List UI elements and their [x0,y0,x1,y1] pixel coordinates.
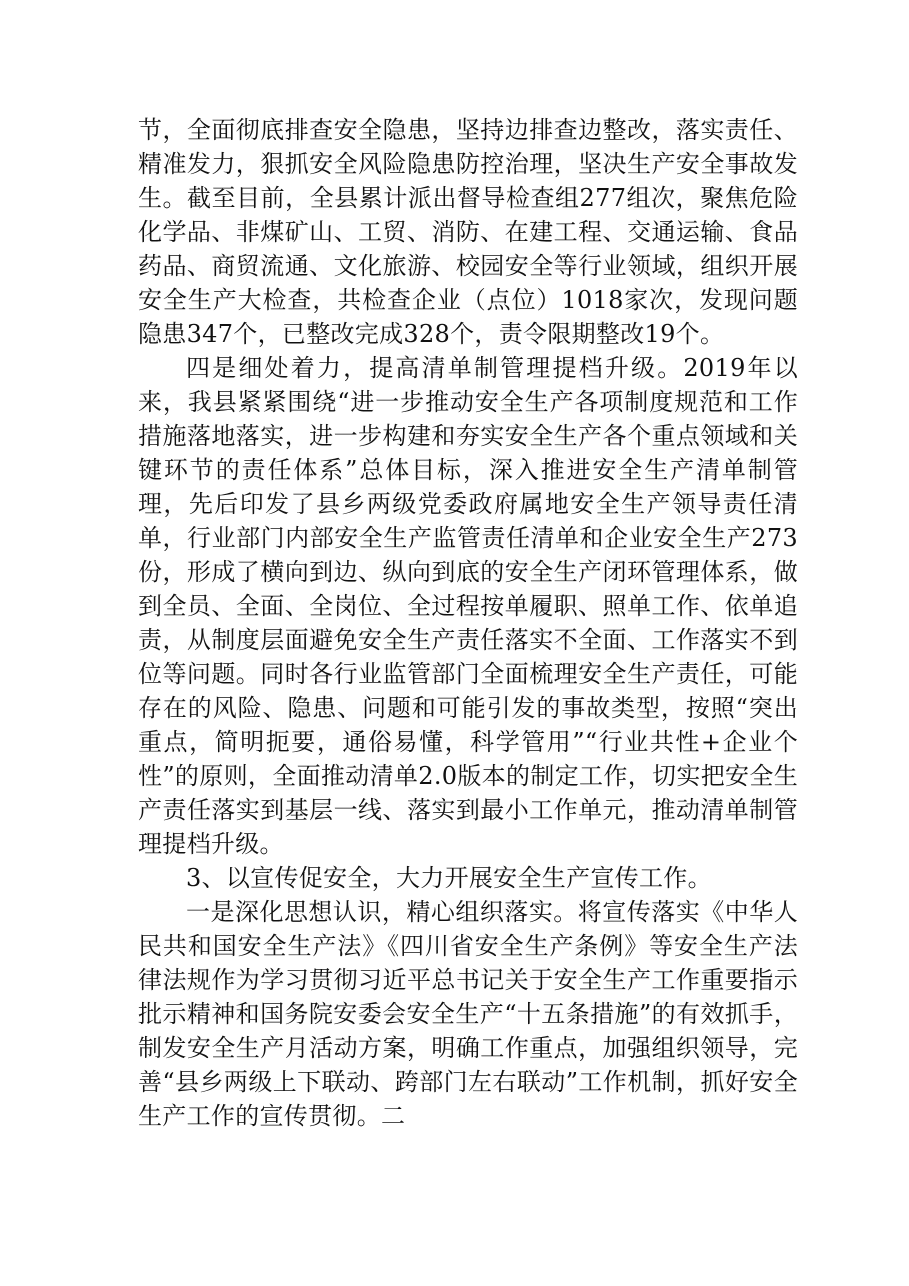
document-body [138,113,798,1133]
section-heading-safety-publicity: 3、以宣传促安全，大力开展安全生产宣传工作。 [186,864,712,892]
paragraph-checklist-management: 四是细处着力，提高清单制管理提档升级。2019年以来，我县紧紧围绕“进一步推动安全生产各项制度规范和工作措施落地落实，进一步构建和夯实安全生产各个重点领域和关键环节的责任体系”总体目标，深入推进安全生产清单制管理，先后印发了县乡两级党委政府属地安全生产领导责任清单，行业部门内部安全生产监管责任清单和企业安全生产273份，形成了横向到边、纵向到底的安全生产闭环管理体系，做到全员、全面、全岗位、全过程按单履职、照单工作、依单追责，从制度层面避免安全生产责任落实不全面、工作落实不到位等问题。同时各行业监管部门全面梳理安全生产责任，可能存在的风险、隐患、问题和可能引发的事故类型，按照“突出重点，简明扼要，通俗易懂，科学管用”“行业共性+企业个性”的原则，全面推动清单2.0版本的制定工作，切实把安全生产责任落实到基层一线、落实到最小工作单元，推动清单制管理提档升级。 [138,354,798,858]
paragraph-deepen-awareness: 一是深化思想认识，精心组织落实。将宣传落实《中华人民共和国安全生产法》《四川省安全生产条例》等安全生产法律法规作为学习贯彻习近平总书记关于安全生产工作重要指示批示精神和国务院安委会安全生产“十五条措施”的有效抓手，制发安全生产月活动方案，明确工作重点，加强组织领导，完善“县乡两级上下联动、跨部门左右联动”工作机制，抓好安全生产工作的宣传贯彻。二 [138,898,798,1130]
paragraph-hazard-inspection: 节，全面彻底排查安全隐患，坚持边排查边整改，落实责任、精准发力，狠抓安全风险隐患防控治理，坚决生产安全事故发生。截至目前，全县累计派出督导检查组277组次，聚焦危险化学品、非煤矿山、工贸、消防、在建工程、交通运输、食品药品、商贸流通、文化旅游、校园安全等行业领域，组织开展安全生产大检查，共检查企业（点位）1018家次，发现问题隐患347个，已整改完成328个，责令限期整改19个。 [138,116,798,348]
